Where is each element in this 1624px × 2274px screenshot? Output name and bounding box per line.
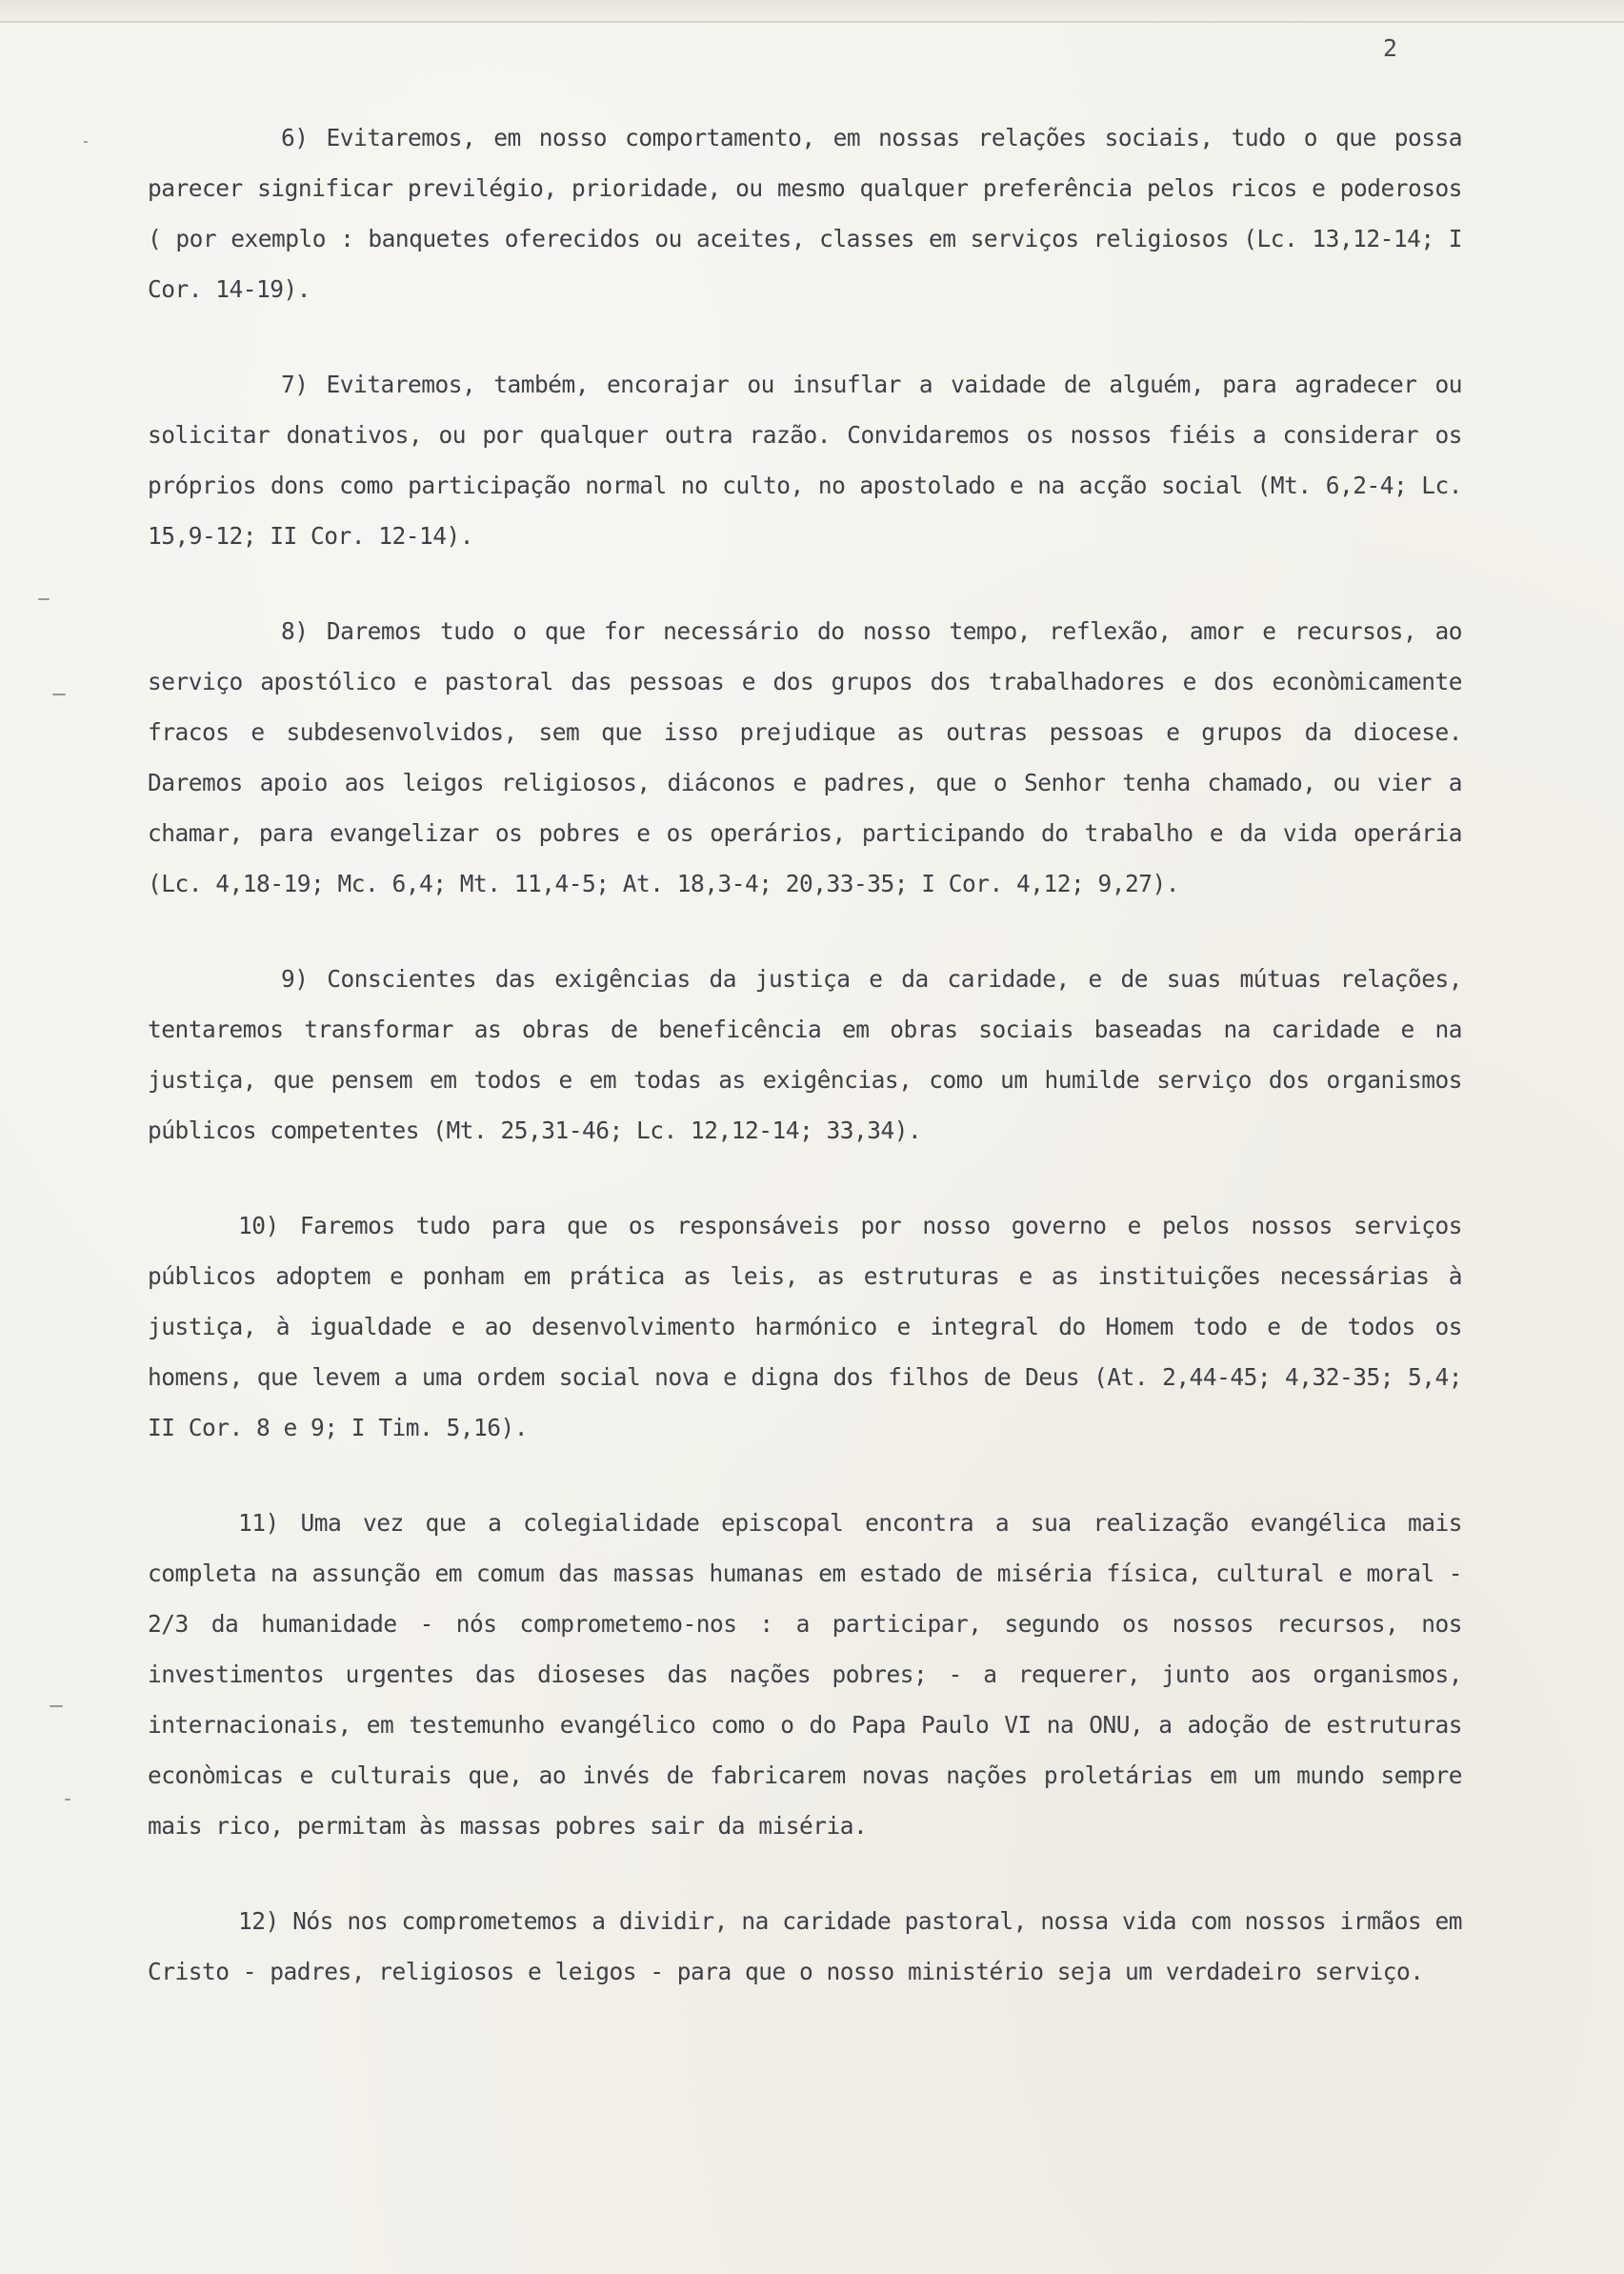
paragraph-8: 8) Daremos tudo o que for necessário do nosso tempo, reflexão, amor e recursos, ao serviço apostólico e pastoral das pessoas e dos grupos dos trabalhadores e dos econòmicamente fracos e subdesenvolvidos, sem que isso prejudique as outras pessoas e grupos da diocese. Daremos apoio aos leigos religiosos, diáconos e padres, que o Senhor tenha chamado, ou vier a chamar, para evangelizar os pobres e os operários, participando do trabalho e da vida operária (Lc. 4,18-19; Mc. 6,4; Mt. 11,4-5; At. 18,3-4; 20,33-35; I Cor. 4,12; 9,27). [148,617,1462,897]
page-top-edge [0,0,1624,23]
scan-speck [65,1799,70,1801]
scan-speck [38,598,50,600]
document-body [148,112,1462,1997]
scan-speck [84,141,88,143]
paragraph-6: 6) Evitaremos, em nosso comportamento, em nossas relações sociais, tudo o que possa parecer significar previlégio, prioridade, ou mesmo qualquer preferência pelos ricos e poderosos ( por exemplo : banquetes oferecidos ou aceites, classes em serviços religiosos (Lc. 13,12-14; I Cor. 14-19). [148,124,1462,303]
page-number: 2 [1383,34,1398,62]
scan-speck [52,694,66,695]
scan-speck [50,1705,63,1707]
paragraph-10: 10) Faremos tudo para que os responsáveis por nosso governo e pelos nossos serviços públicos adoptem e ponham em prática as leis, as estruturas e as instituições necessárias à justiça, à igualdade e ao desenvolvimento harmónico e integral do Homem todo e de todos os homens, que levem a uma ordem social nova e digna dos filhos de Deus (At. 2,44-45; 4,32-35; 5,4; II Cor. 8 e 9; I Tim. 5,16). [148,1212,1462,1441]
paragraph-7: 7) Evitaremos, também, encorajar ou insuflar a vaidade de alguém, para agradecer ou solicitar donativos, ou por qualquer outra razão. Convidaremos os nossos fiéis a considerar os próprios dons como participação normal no culto, no apostolado e na acção social (Mt. 6,2-4; Lc. 15,9-12; II Cor. 12-14). [148,371,1462,550]
paragraph-11: 11) Uma vez que a colegialidade episcopal encontra a sua realização evangélica mais completa na assunção em comum das massas humanas em estado de miséria física, cultural e moral - 2/3 da humanidade - nós comprometemo-nos : a participar, segundo os nossos recursos, nos investimentos urgentes das dioseses das nações pobres; - a requerer, junto aos organismos, internacionais, em testemunho evangélico como o do Papa Paulo VI na ONU, a adoção de estruturas econòmicas e culturais que, ao invés de fabricarem novas nações proletárias em um mundo sempre mais rico, permitam às massas pobres sair da miséria. [148,1509,1462,1840]
paragraph-9: 9) Conscientes das exigências da justiça e da caridade, e de suas mútuas relações, tentaremos transformar as obras de beneficência em obras sociais baseadas na caridade e na justiça, que pensem em todos e em todas as exigências, como um humilde serviço dos organismos públicos competentes (Mt. 25,31-46; Lc. 12,12-14; 33,34). [148,965,1462,1144]
paragraph-12: 12) Nós nos comprometemos a dividir, na caridade pastoral, nossa vida com nossos irmãos em Cristo - padres, religiosos e leigos - para que o nosso ministério seja um verdadeiro serviço. [148,1907,1462,1985]
